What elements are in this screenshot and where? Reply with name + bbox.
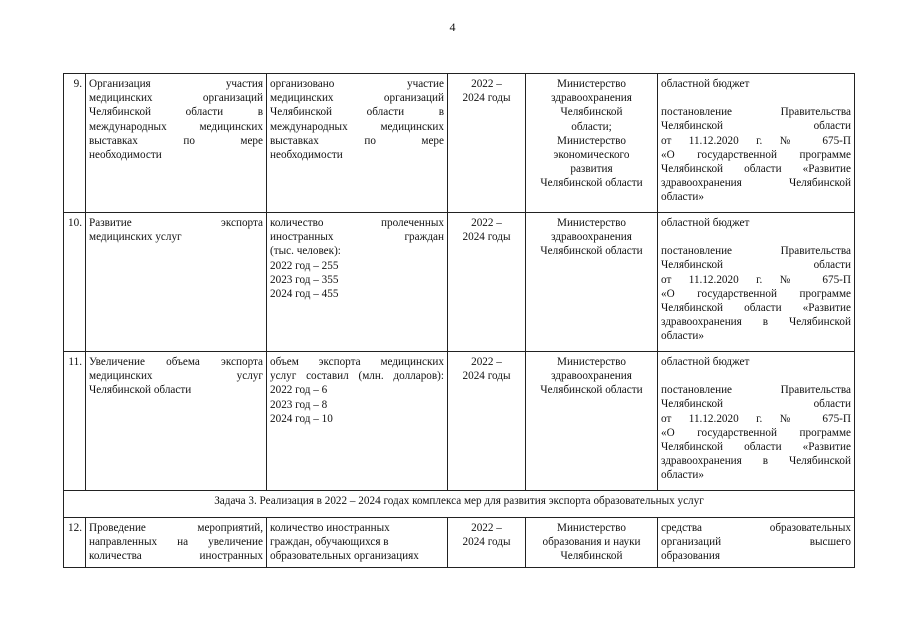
measure-cell [86,352,267,491]
row-number: 9. [64,74,86,213]
period-cell [448,518,526,568]
executor-line: развития [570,163,613,176]
result-line: иностранных граждан [270,231,444,244]
source-line: Челябинской области «Развитие [661,163,851,176]
measure-line: медицинских услуг [89,231,182,244]
measure-line: направленных на увеличение [89,536,263,549]
executor-line: образования и науки [542,536,641,549]
source-line: образования [661,550,721,563]
period-cell [448,74,526,213]
measure-line: Проведение мероприятий, [89,522,263,534]
period-cell [448,352,526,491]
executor-cell [526,74,658,213]
result-line: выставках по мере [270,134,444,147]
source-line: области» [661,469,704,482]
result-line: Челябинской области в [270,106,444,119]
result-line: медицинских организаций [270,92,444,105]
source-line: Челябинской области [661,398,851,411]
executor-cell [526,352,658,491]
source-line: постановление Правительства [661,384,851,397]
executor-line: Министерство [557,522,626,534]
executor-line: здравоохранения [551,370,632,383]
result-cell [267,74,448,213]
result-line: услуг составил (млн. долларов): [270,370,444,383]
measure-line: международных медицинских [89,120,263,133]
period-line: 2022 – [471,522,502,534]
executor-cell [526,213,658,352]
row-number: 12. [64,518,86,568]
measure-line: количества иностранных [89,550,263,563]
result-line: 2024 год – 10 [270,412,333,425]
source-title: областной бюджет [661,217,750,229]
result-line: образовательных организациях [270,550,419,563]
period-cell [448,213,526,352]
source-line: «О государственной программе [661,148,851,161]
source-line: здравоохранения в Челябинской [661,316,851,329]
source-cell [658,74,855,213]
source-line: «О государственной программе [661,287,851,300]
table-row [64,213,855,352]
period-line: 2022 – [471,78,502,90]
source-line: здравоохранения Челябинской [661,177,851,190]
executor-cell [526,518,658,568]
source-title: областной бюджет [661,356,750,368]
measure-cell [86,518,267,568]
row-number: 11. [64,352,86,491]
result-line: 2023 год – 8 [270,398,328,411]
result-cell [267,213,448,352]
table-row [64,352,855,491]
executor-line: здравоохранения [551,231,632,244]
period-line: 2024 годы [462,370,511,383]
result-line: организовано участие [270,78,444,90]
table-row [64,74,855,213]
result-line: 2022 год – 255 [270,259,339,272]
source-line: от 11.12.2020 г. № 675-П [661,273,851,286]
source-line: постановление Правительства [661,245,851,258]
result-line: необходимости [270,149,343,162]
executor-line: Министерство [557,217,626,229]
source-line: средства образовательных [661,522,851,534]
measure-line: медицинских услуг [89,370,263,383]
task-heading-row [64,491,855,518]
source-line: Челябинской области [661,259,851,272]
page-number: 4 [449,20,456,34]
source-title: областной бюджет [661,78,750,90]
result-line: объем экспорта медицинских [270,356,444,368]
result-line: международных медицинских [270,120,444,133]
source-line: Челябинской области [661,120,851,133]
source-line: от 11.12.2020 г. № 675-П [661,412,851,425]
source-line: «О государственной программе [661,426,851,439]
row-number: 10. [64,213,86,352]
result-line: 2024 год – 455 [270,288,339,301]
source-line: организаций высшего [661,536,851,549]
source-cell [658,518,855,568]
executor-line: Министерство [557,134,626,147]
executor-line: Челябинской области [540,384,643,397]
measure-line: Челябинской области [89,384,192,397]
source-cell [658,213,855,352]
period-line: 2024 годы [462,231,511,244]
executor-line: экономического [553,149,630,162]
measure-line: необходимости [89,149,162,162]
measure-line: Увеличение объема экспорта [89,356,263,368]
source-line: от 11.12.2020 г. № 675-П [661,134,851,147]
source-cell [658,352,855,491]
measure-line: Развитие экспорта [89,217,263,229]
period-line: 2022 – [471,217,502,229]
result-line: 2022 год – 6 [270,384,328,397]
executor-line: Челябинской [560,106,623,119]
task-heading: Задача 3. Реализация в 2022 – 2024 годах комплекса мер для развития экспорта образовательных услуг [64,491,855,518]
executor-line: Министерство [557,78,626,90]
result-cell [267,518,448,568]
measure-line: выставках по мере [89,134,263,147]
executor-line: Челябинской области [540,245,643,258]
measures-table [63,73,855,568]
source-line: области» [661,191,704,204]
measure-cell [86,74,267,213]
measure-line: Челябинской области в [89,106,263,119]
executor-line: Министерство [557,356,626,368]
executor-line: Челябинской области [540,177,643,190]
result-line: количество пролеченных [270,217,444,229]
source-line: Челябинской области «Развитие [661,302,851,315]
executor-line: здравоохранения [551,92,632,105]
result-line: граждан, обучающихся в [270,536,389,549]
period-line: 2024 годы [462,536,511,549]
result-cell [267,352,448,491]
source-line: постановление Правительства [661,106,851,119]
result-line: (тыс. человек): [270,245,341,258]
source-line: области» [661,330,704,343]
period-line: 2022 – [471,356,502,368]
measure-cell [86,213,267,352]
measure-line: медицинских организаций [89,92,263,105]
executor-line: Челябинской [560,550,623,563]
measure-line: Организация участия [89,78,263,90]
period-line: 2024 годы [462,92,511,105]
result-line: количество иностранных [270,522,390,534]
source-line: здравоохранения в Челябинской [661,455,851,468]
executor-line: области; [571,120,612,133]
table-row [64,518,855,568]
result-line: 2023 год – 355 [270,273,339,286]
source-line: Челябинской области «Развитие [661,441,851,454]
